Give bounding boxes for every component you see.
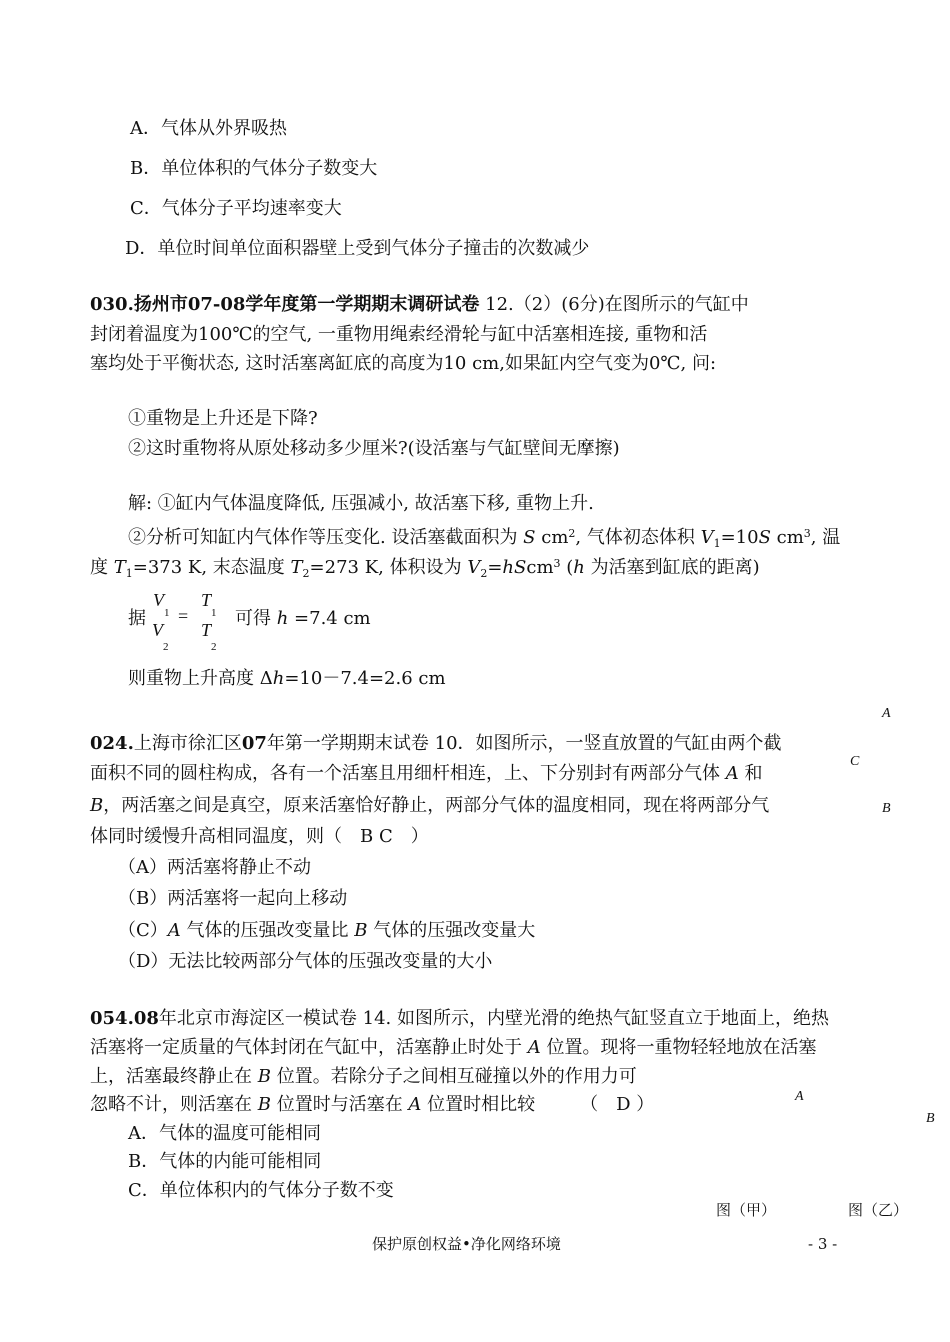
text: 可得 — [235, 608, 277, 629]
q054-option-c: C．单位体积内的气体分子数不变 — [128, 1180, 394, 1201]
figure-label-b: B — [882, 801, 891, 816]
t2-sub: 2 — [211, 641, 217, 653]
text: 忽略不计，则活塞在 — [90, 1094, 258, 1115]
formula-result — [235, 608, 371, 630]
text: 位置。若除分子之间相互碰撞以外的作用力可 — [270, 1066, 637, 1087]
q054-line1 — [90, 1008, 829, 1030]
q030-sub2: ②这时重物将从原处移动多少厘米?(设活塞与气缸壁间无摩擦) — [128, 438, 620, 459]
q030-line2: 封闭着温度为100℃的空气, 一重物用绳索经滑轮与缸中活塞相连接, 重物和活 — [90, 324, 708, 345]
v1: V — [153, 590, 164, 610]
option-c: C．气体分子平均速率变大 — [130, 198, 342, 219]
text: 气体的压强改变量大 — [367, 920, 536, 941]
text: =373 K, 末态温度 — [132, 557, 291, 578]
option-a: A．气体从外界吸热 — [130, 118, 287, 139]
q030-source: 030.扬州市07-08学年度第一学期期末调研试卷 — [90, 294, 480, 315]
q054-option-a: A．气体的温度可能相同 — [128, 1123, 321, 1144]
option-d: D．单位时间单位面积器壁上受到气体分子撞击的次数减少 — [125, 238, 590, 259]
t1-sub: 1 — [211, 607, 217, 619]
var-t: T — [113, 557, 126, 578]
text: 上，活塞最终静止在 — [90, 1066, 258, 1087]
figure-label-a: A — [882, 706, 891, 721]
text: =273 K, 体积设为 — [309, 557, 468, 578]
q030-line1-text: 12.（2）(6分)在图所示的气缸中 — [479, 294, 749, 315]
text: 位置时相比较 （ D ） — [421, 1094, 655, 1115]
v1-sub: 1 — [164, 607, 170, 619]
figure-label-b-054: B — [926, 1111, 935, 1126]
figure-label-a-054: A — [795, 1089, 804, 1104]
var-h: h — [272, 668, 285, 689]
q054-line3 — [90, 1066, 637, 1088]
var-hs: hS — [502, 557, 527, 578]
q030-sub1: ①重物是上升还是下降? — [128, 408, 318, 429]
figure-caption-jia: 图（甲） — [716, 1201, 777, 1219]
sub: 2 — [302, 567, 310, 580]
t2: T — [201, 620, 212, 640]
text: =10 — [720, 527, 759, 548]
q030-solution3 — [90, 553, 760, 585]
text: 054.08 — [90, 1008, 159, 1029]
var-b: B — [90, 795, 104, 816]
sub: 2 — [480, 567, 488, 580]
q030-line3: 塞均处于平衡状态, 这时活塞离缸底的高度为10 cm,如果缸内空气变为0℃, 问: — [90, 353, 717, 374]
q024-option-b: （B）两活塞将一起向上移动 — [118, 888, 348, 909]
q054-line4 — [90, 1094, 654, 1116]
var-b: B — [354, 920, 368, 941]
exp: 2 — [568, 527, 576, 540]
var-h: h — [276, 608, 289, 629]
exp: 3 — [803, 527, 811, 540]
figure-label-c: C — [850, 754, 860, 769]
q030-solution2 — [128, 523, 840, 555]
v2-sub: 2 — [163, 641, 169, 653]
text: ( — [560, 557, 574, 578]
text: cm — [770, 527, 804, 548]
text: 10．如图所示，一竖直放置的气缸由两个截 — [428, 733, 782, 754]
q024-line1 — [90, 733, 782, 755]
text: 则重物上升高度 Δ — [128, 668, 273, 689]
q024-option-d: （D）无法比较两部分气体的压强改变量的大小 — [118, 951, 493, 972]
q030-result — [128, 668, 446, 690]
text: cm — [526, 557, 554, 578]
text: ，两活塞之间是真空，原来活塞恰好静止，两部分气体的温度相同，现在将两部分气 — [103, 795, 770, 816]
text: =7.4 cm — [288, 608, 371, 629]
q030-solution1: 解: ①缸内气体温度降低, 压强减小, 故活塞下移, 重物上升. — [128, 493, 594, 514]
text: 位置时与活塞在 — [270, 1094, 409, 1115]
q024-line3 — [90, 795, 769, 817]
text: 面积不同的圆柱构成，各有一个活塞且用细杆相连，上、下分别封有两部分气体 — [90, 763, 726, 784]
text: 度 — [90, 557, 114, 578]
text: ②分析可知缸内气体作等压变化. 设活塞截面积为 — [128, 527, 524, 548]
var-v: V — [467, 557, 481, 578]
var-v: V — [700, 527, 714, 548]
var-h: h — [573, 557, 585, 578]
text: =10－7.4=2.6 cm — [284, 668, 446, 689]
var-s: S — [758, 527, 771, 548]
text: 年第一学期期末试卷 — [266, 733, 429, 754]
var-a: A — [167, 920, 181, 941]
t1: T — [201, 590, 212, 610]
text: （C） — [118, 920, 168, 941]
text: , 温 — [810, 527, 841, 548]
exp: 3 — [553, 557, 561, 570]
q024-line2 — [90, 763, 762, 785]
q054-option-b: B．气体的内能可能相同 — [128, 1151, 322, 1172]
text: 气体的压强改变量比 — [180, 920, 355, 941]
var-b: B — [257, 1066, 271, 1087]
figure-caption-yi: 图（乙） — [848, 1201, 909, 1219]
var-b: B — [257, 1094, 271, 1115]
var-a: A — [527, 1037, 541, 1058]
text: 上海市徐汇区 — [133, 733, 242, 754]
text: 年北京市海淀区一模试卷 14. 如图所示，内壁光滑的绝热气缸竖直立于地面上，绝热 — [158, 1008, 829, 1029]
sub: 1 — [713, 537, 721, 550]
q030-line1 — [90, 294, 749, 316]
q024-option-a: （A）两活塞将静止不动 — [118, 857, 311, 878]
text: 和 — [738, 763, 763, 784]
text: , 气体初态体积 — [575, 527, 701, 548]
text: cm — [535, 527, 569, 548]
q024-option-c — [118, 920, 535, 942]
text: = — [487, 557, 503, 578]
var-s: S — [523, 527, 536, 548]
text: 为活塞到缸底的距离) — [584, 557, 760, 578]
text: 07 — [241, 733, 267, 754]
q054-line2 — [90, 1037, 816, 1059]
var-a: A — [725, 763, 739, 784]
text: 位置。现将一重物轻轻地放在活塞 — [540, 1037, 817, 1058]
formula-ju: 据 — [128, 608, 146, 629]
v2: V — [152, 620, 163, 640]
sub: 1 — [125, 567, 133, 580]
page-number: - 3 - — [808, 1235, 838, 1253]
text: 024. — [90, 733, 134, 754]
var-t: T — [290, 557, 303, 578]
equals: = — [178, 606, 189, 626]
var-a: A — [408, 1094, 422, 1115]
footer-text: 保护原创权益•净化网络环境 — [372, 1235, 561, 1253]
q024-line4: 体同时缓慢升高相同温度，则（ B C ） — [90, 826, 429, 847]
text: 活塞将一定质量的气体封闭在气缸中，活塞静止时处于 — [90, 1037, 528, 1058]
option-b: B．单位体积的气体分子数变大 — [130, 158, 378, 179]
